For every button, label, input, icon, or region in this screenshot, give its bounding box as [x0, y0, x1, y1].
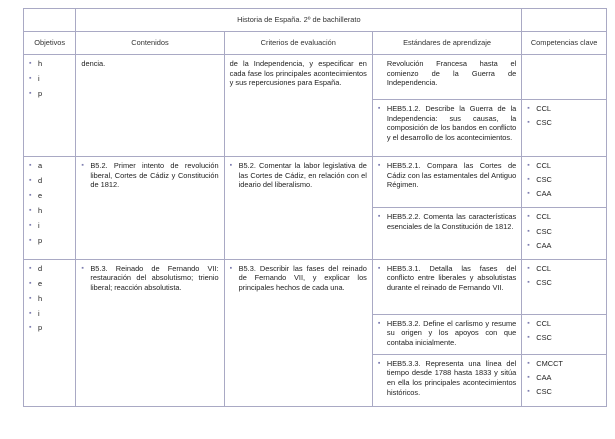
block2-contenido-cell — [76, 157, 224, 260]
competencias-cell — [522, 259, 607, 314]
standard-text: ▪ HEB5.3.2. Define el carlismo y resume su origen y los apoyos con que contaba inicialmente. — [378, 319, 516, 348]
standard-cell — [372, 259, 521, 314]
competencia-item: ▪ CAA — [527, 373, 601, 383]
standard-cell — [372, 208, 521, 259]
header-competencias: Competencias clave — [522, 32, 607, 55]
competencias-list — [527, 264, 601, 288]
objetivo-item: ▪ i — [29, 309, 70, 319]
objetivos-list — [29, 161, 70, 245]
header-estandares: Estándares de aprendizaje — [372, 32, 521, 55]
block3-row-1 — [24, 259, 607, 314]
competencia-item: ▪ CSC — [527, 333, 601, 343]
competencia-item: ▪ CSC — [527, 227, 601, 237]
title-corner-cell-right — [522, 9, 607, 32]
header-contenidos: Contenidos — [76, 32, 224, 55]
competencia-item: ▪ CSC — [527, 387, 601, 397]
competencias-cell — [522, 157, 607, 208]
objetivo-item: ▪ i — [29, 221, 70, 231]
competencias-cell — [522, 314, 607, 354]
objetivo-item: ▪ p — [29, 236, 70, 246]
competencias-cell — [522, 354, 607, 406]
contenidos-list — [81, 264, 218, 293]
competencia-item: ▪ CAA — [527, 241, 601, 251]
standard-text: ▪ HEB5.3.1. Detalla las fases del conflicto entre liberales y absolutistas durante el reinado de Fernando VII. — [378, 264, 516, 293]
header-criterios: Criterios de evaluación — [224, 32, 372, 55]
competencias-cell — [522, 100, 607, 157]
title-row — [24, 9, 607, 32]
criterio-item: ▪ B5.3. Describir las fases del reinado de Fernando VII, y explicar los principales hechos de cada una. — [230, 264, 367, 293]
competencia-item: ▪ CCL — [527, 319, 601, 329]
block2-criterio-cell — [224, 157, 372, 260]
header-objetivos: Objetivos — [24, 32, 76, 55]
block3-criterio-cell — [224, 259, 372, 406]
contenido-item: ▪ B5.3. Reinado de Fernando VII: restauración del absolutismo; trienio liberal; reacción absolutista. — [81, 264, 218, 293]
criterio-item: ▪ B5.2. Comentar la labor legislativa de las Cortes de Cádiz, en relación con el ideario del liberalismo. — [230, 161, 367, 190]
objetivos-list — [29, 264, 70, 333]
contenidos-list — [81, 161, 218, 190]
objetivo-item: ▪ h — [29, 294, 70, 304]
competencia-item: ▪ CSC — [527, 118, 601, 128]
block3-objetivos-cell — [24, 259, 76, 406]
objetivos-list — [29, 59, 70, 98]
standard-text: Revolución Francesa hasta el comienzo de la Guerra de Independencia. — [386, 59, 517, 88]
objetivo-item: ▪ h — [29, 206, 70, 216]
standard-text: ▪ HEB5.2.1. Compara las Cortes de Cádiz con las estamentales del Antiguo Régimen. — [378, 161, 516, 190]
competencia-item: ▪ CCL — [527, 264, 601, 274]
block2-row-1 — [24, 157, 607, 208]
standard-text: ▪ HEB5.3.3. Representa una línea del tiempo desde 1788 hasta 1833 y sitúa en ella los principales acontecimientos históricos. — [378, 359, 516, 398]
objetivo-item: ▪ h — [29, 59, 70, 69]
competencia-item: ▪ CSC — [527, 278, 601, 288]
block1-row-1 — [24, 55, 607, 100]
criterios-list — [230, 161, 367, 190]
standard-cell — [372, 100, 521, 157]
standard-text: ▪ HEB5.2.2. Comenta las características esenciales de la Constitución de 1812. — [378, 212, 516, 231]
contenido-item: ▪ B5.2. Primer intento de revolución liberal, Cortes de Cádiz y Constitución de 1812. — [81, 161, 218, 190]
objetivo-item: ▪ i — [29, 74, 70, 84]
standard-cell — [372, 55, 521, 100]
table-title: Historia de España. 2º de bachillerato — [76, 9, 522, 32]
block1-objetivos-cell — [24, 55, 76, 157]
block2-objetivos-cell — [24, 157, 76, 260]
competencias-cell — [522, 55, 607, 100]
standard-text: ▪ HEB5.1.2. Describe la Guerra de la Independencia: sus causas, la composición de los bandos en conflicto y el desarrollo de los acontecimientos. — [378, 104, 516, 143]
criterios-list — [230, 264, 367, 293]
objetivo-item: ▪ e — [29, 191, 70, 201]
competencia-item: ▪ CCL — [527, 161, 601, 171]
competencia-item: ▪ CAA — [527, 189, 601, 199]
header-row — [24, 32, 607, 55]
competencia-item: ▪ CCL — [527, 212, 601, 222]
objetivo-item: ▪ p — [29, 323, 70, 333]
competencias-list — [527, 104, 601, 128]
block3-contenido-cell — [76, 259, 224, 406]
standard-cell — [372, 354, 521, 406]
objetivo-item: ▪ d — [29, 264, 70, 274]
title-corner-cell — [24, 9, 76, 32]
competencia-item: ▪ CCL — [527, 104, 601, 114]
objetivo-item: ▪ a — [29, 161, 70, 171]
curriculum-table — [23, 8, 607, 407]
competencia-item: ▪ CMCCT — [527, 359, 601, 369]
competencias-cell — [522, 208, 607, 259]
competencias-list — [527, 319, 601, 343]
objetivo-item: ▪ p — [29, 89, 70, 99]
standard-cell — [372, 157, 521, 208]
block1-contenido-cell: dencia. — [76, 55, 224, 157]
competencia-item: ▪ CSC — [527, 175, 601, 185]
competencias-list — [527, 212, 601, 250]
standard-cell — [372, 314, 521, 354]
objetivo-item: ▪ e — [29, 279, 70, 289]
block1-criterio-cell: de la Independencia, y especificar en cada fase los principales acontecimientos y sus repercusiones para España. — [224, 55, 372, 157]
competencias-list — [527, 359, 601, 397]
objetivo-item: ▪ d — [29, 176, 70, 186]
competencias-list — [527, 161, 601, 199]
